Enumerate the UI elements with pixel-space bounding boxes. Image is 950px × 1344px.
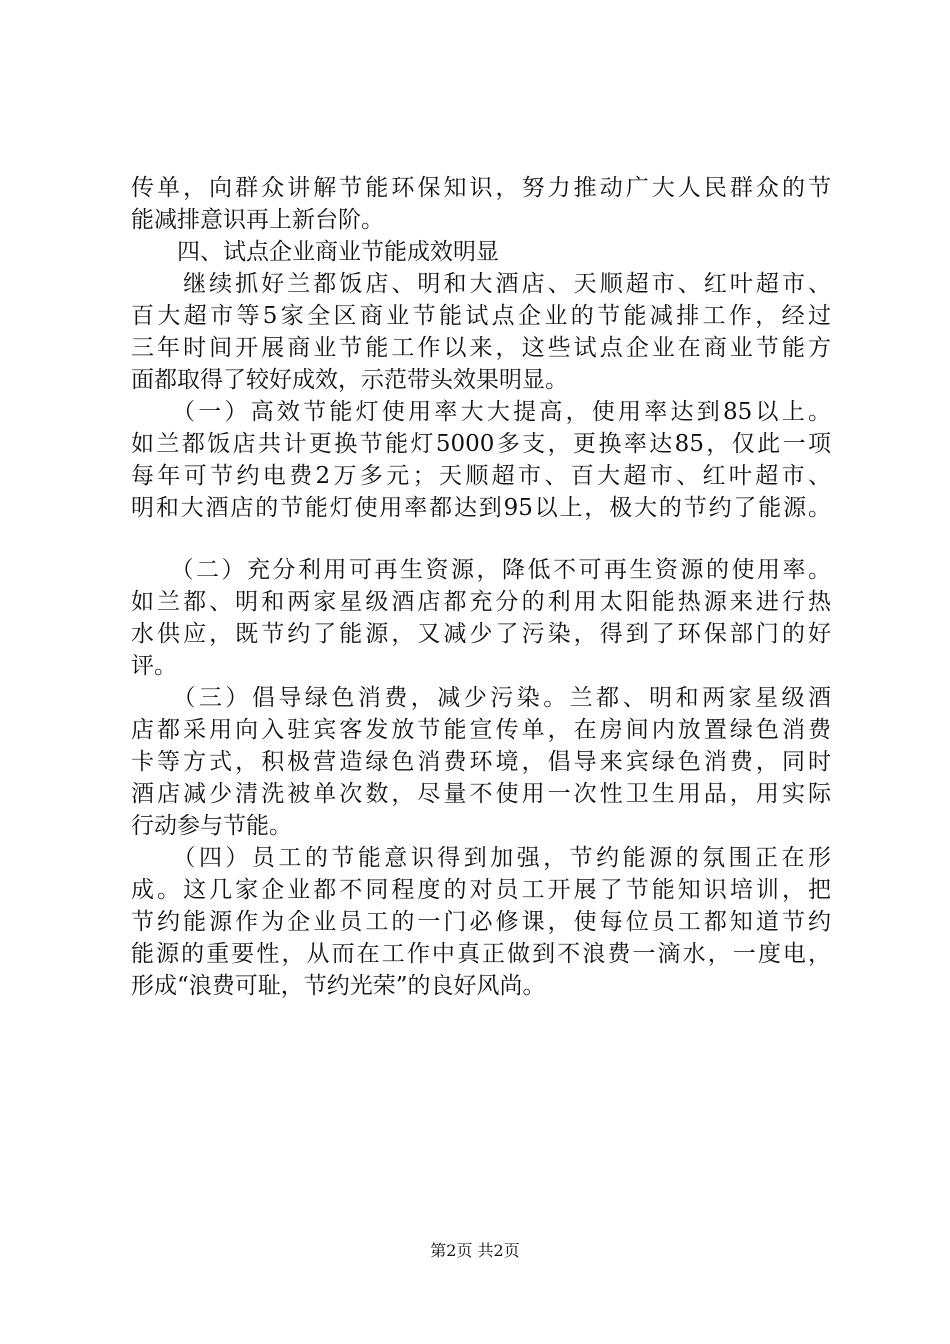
paragraph-line: （一）高效节能灯使用率大大提高，使用率达到85以上。 <box>131 399 831 425</box>
paragraph-line: （三）倡导绿色消费，减少污染。兰都、明和两家星级酒 <box>131 685 831 711</box>
paragraph-line: 每年可节约电费2万多元；天顺超市、百大超市、红叶超市、 <box>131 463 831 489</box>
page-number-footer: 第2页 共2页 <box>430 1241 520 1260</box>
body-text <box>131 172 831 1002</box>
paragraph-line: 节约能源作为企业员工的一门必修课，使每位员工都知道节约 <box>131 909 831 935</box>
paragraph-line: 三年时间开展商业节能工作以来，这些试点企业在商业节能方 <box>131 335 831 361</box>
paragraph-line: 如兰都、明和两家星级酒店都充分的利用太阳能热源来进行热 <box>131 589 831 615</box>
paragraph-line: 能源的重要性，从而在工作中真正做到不浪费一滴水，一度电， <box>131 941 831 967</box>
paragraph-line: 百大超市等5家全区商业节能试点企业的节能减排工作，经过 <box>131 303 831 329</box>
paragraph-line: （二）充分利用可再生资源，降低不可再生资源的使用率。 <box>131 557 831 583</box>
paragraph-line: 如兰都饭店共计更换节能灯5000多支，更换率达85，仅此一项 <box>131 431 831 457</box>
paragraph-line: 明和大酒店的节能灯使用率都达到95以上，极大的节约了能源。 <box>131 495 831 521</box>
paragraph-line: 继续抓好兰都饭店、明和大酒店、天顺超市、红叶超市、 <box>131 271 831 297</box>
paragraph-line: 酒店减少清洗被单次数，尽量不使用一次性卫生用品，用实际 <box>131 781 831 807</box>
paragraph-line: 能减排意识再上新台阶。 <box>131 207 384 233</box>
paragraph-line: 水供应，既节约了能源，又减少了污染，得到了环保部门的好 <box>131 621 831 647</box>
paragraph-line: 面都取得了较好成效，示范带头效果明显。 <box>131 367 568 393</box>
paragraph-spacer <box>131 524 831 554</box>
paragraph-line: 行动参与节能。 <box>131 813 292 839</box>
paragraph-line: 形成“浪费可耻，节约光荣”的良好风尚。 <box>131 973 546 999</box>
paragraph-line: 传单，向群众讲解节能环保知识，努力推动广大人民群众的节 <box>131 175 831 201</box>
paragraph-line: 卡等方式，积极营造绿色消费环境，倡导来宾绿色消费，同时 <box>131 749 831 775</box>
paragraph-line: 评。 <box>131 653 177 679</box>
paragraph-line: （四）员工的节能意识得到加强，节约能源的氛围正在形 <box>131 845 831 871</box>
section-heading: 四、试点企业商业节能成效明显 <box>131 239 499 265</box>
paragraph-line: 店都采用向入驻宾客发放节能宣传单，在房间内放置绿色消费 <box>131 717 831 743</box>
paragraph-line: 成。这几家企业都不同程度的对员工开展了节能知识培训，把 <box>131 877 831 903</box>
